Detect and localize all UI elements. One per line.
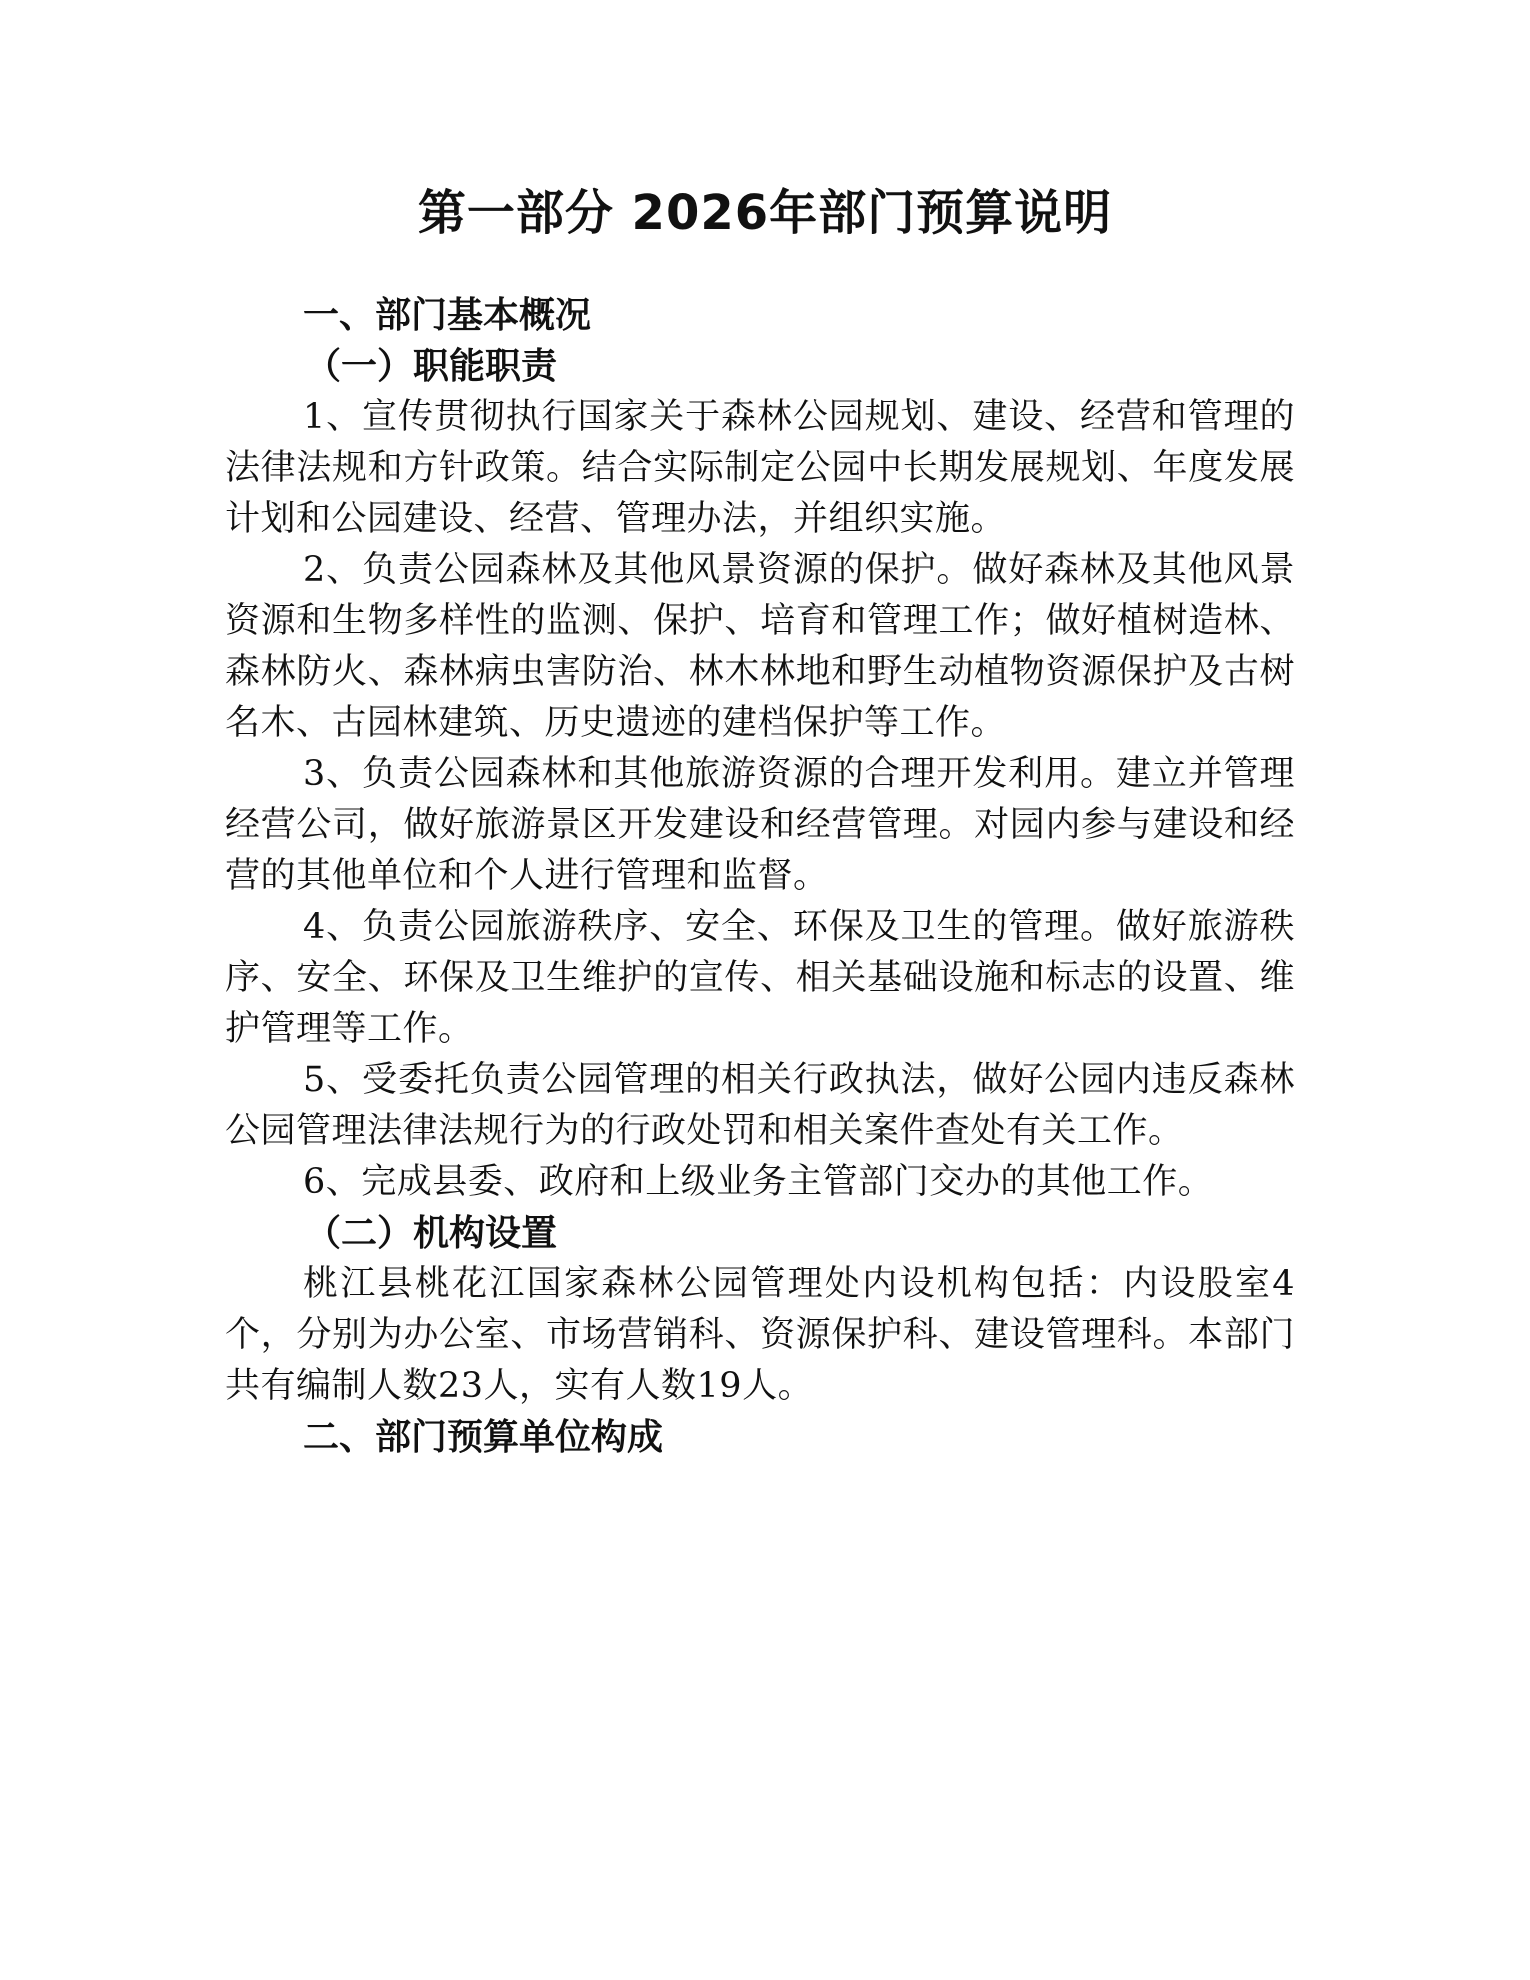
function-item-6: 6、完成县委、政府和上级业务主管部门交办的其他工作。 [303, 1162, 1214, 1202]
function-item-1: 1、宣传贯彻执行国家关于森林公园规划、建设、经营和管理的法律法规和方针政策。结合实际制定公园中长期发展规划、年度发展计划和公园建设、经营、管理办法，并组织实施。 [225, 397, 1295, 539]
function-item-4: 4、负责公园旅游秩序、安全、环保及卫生的管理。做好旅游秩序、安全、环保及卫生维护的宣传、相关基础设施和标志的设置、维护管理等工作。 [225, 907, 1295, 1049]
subsection-heading-organization: （二）机构设置 [305, 1213, 558, 1254]
document-title: 第一部分 2026年部门预算说明 [417, 185, 1113, 241]
function-item-2: 2、负责公园森林及其他风景资源的保护。做好森林及其他风景资源和生物多样性的监测、保护、培育和管理工作；做好植树造林、森林防火、森林病虫害防治、林木林地和野生动植物资源保护及古树名木、古园林建筑、历史遗迹的建档保护等工作。 [225, 550, 1295, 743]
organization-paragraph: 桃江县桃花江国家森林公园管理处内设机构包括：内设股室4个，分别为办公室、市场营销科、资源保护科、建设管理科。本部门共有编制人数23人，实有人数19人。 [225, 1264, 1295, 1406]
section-heading-basic-overview: 一、部门基本概况 [303, 295, 592, 336]
document-body [225, 290, 1295, 1463]
subsection-heading-functions: （一）职能职责 [305, 346, 558, 387]
function-item-3: 3、负责公园森林和其他旅游资源的合理开发利用。建立并管理经营公司，做好旅游景区开发建设和经营管理。对园内参与建设和经营的其他单位和个人进行管理和监督。 [225, 754, 1295, 896]
function-item-5: 5、受委托负责公园管理的相关行政执法，做好公园内违反森林公园管理法律法规行为的行政处罚和相关案件查处有关工作。 [225, 1060, 1295, 1151]
section-heading-budget-units: 二、部门预算单位构成 [303, 1417, 664, 1458]
